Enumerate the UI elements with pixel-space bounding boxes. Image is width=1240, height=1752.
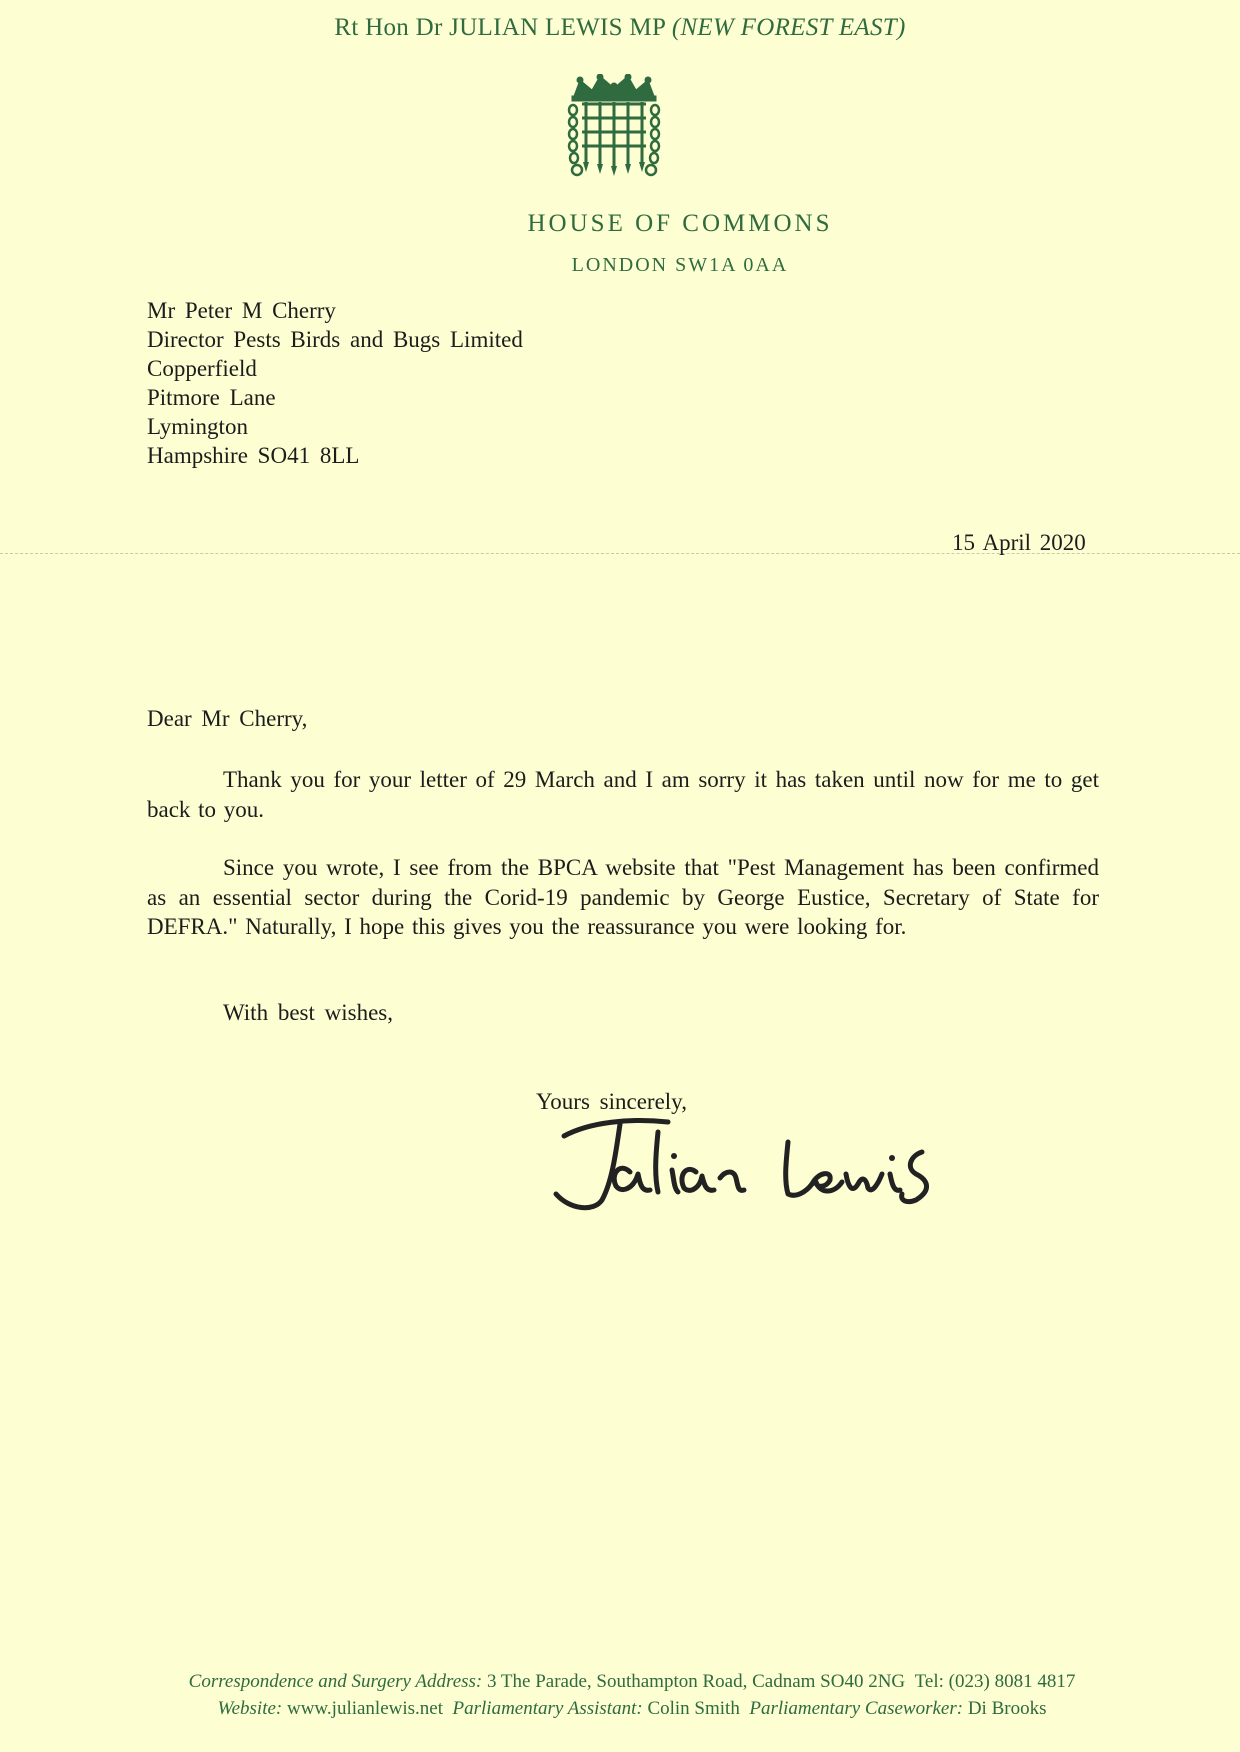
footer-assistant: Colin Smith (647, 1698, 740, 1719)
footer-assistant-label: Parliamentary Assistant: (452, 1698, 643, 1719)
footer-address-label: Correspondence and Surgery Address: (188, 1671, 483, 1692)
letterhead-mp-line (0, 14, 1240, 42)
letter-date: 15 April 2020 (952, 530, 1086, 555)
footer-line-1 (24, 1668, 1240, 1695)
mp-name: Rt Hon Dr JULIAN LEWIS MP (334, 14, 666, 41)
letter-footer (0, 1668, 1240, 1722)
recipient-line: Mr Peter M Cherry (147, 298, 336, 323)
recipient-line: Lymington (147, 414, 248, 439)
recipient-line: Pitmore Lane (147, 385, 276, 410)
institution-name: HOUSE OF COMMONS (527, 210, 833, 237)
portcullis-icon (566, 74, 662, 182)
body-paragraph-1: Thank you for your letter of 29 March and I am sorry it has taken until now for me to get back to you. (147, 767, 1099, 822)
salutation: Dear Mr Cherry, (147, 706, 308, 731)
handwritten-signature (550, 1112, 990, 1222)
institution-address: LONDON SW1A 0AA (571, 254, 789, 276)
recipient-line: Hampshire SO41 8LL (147, 443, 360, 468)
recipient-address (147, 296, 523, 470)
footer-website-label: Website: (217, 1698, 283, 1719)
footer-line-2 (24, 1695, 1240, 1722)
valediction: Yours sincerely, (536, 1089, 687, 1114)
recipient-line: Director Pests Birds and Bugs Limited (147, 327, 523, 352)
footer-tel-label: Tel: (914, 1671, 944, 1692)
closing-line: With best wishes, (223, 1000, 393, 1025)
footer-caseworker: Di Brooks (967, 1698, 1047, 1719)
body-paragraph-2: Since you wrote, I see from the BPCA website that "Pest Management has been confirmed as an essential sector during the Corid-19 pandemic by George Eustice, Secretary of State for DEFRA." Naturally, I hope this gives you the reassurance you were looking for. (147, 855, 1099, 939)
footer-website: www.julianlewis.net (286, 1698, 444, 1719)
footer-tel: (023) 8081 4817 (948, 1671, 1076, 1692)
footer-caseworker-label: Parliamentary Caseworker: (749, 1698, 964, 1719)
recipient-line: Copperfield (147, 356, 257, 381)
constituency: (NEW FOREST EAST) (671, 14, 906, 41)
footer-address: 3 The Parade, Southampton Road, Cadnam SO40 2NG (487, 1671, 906, 1692)
